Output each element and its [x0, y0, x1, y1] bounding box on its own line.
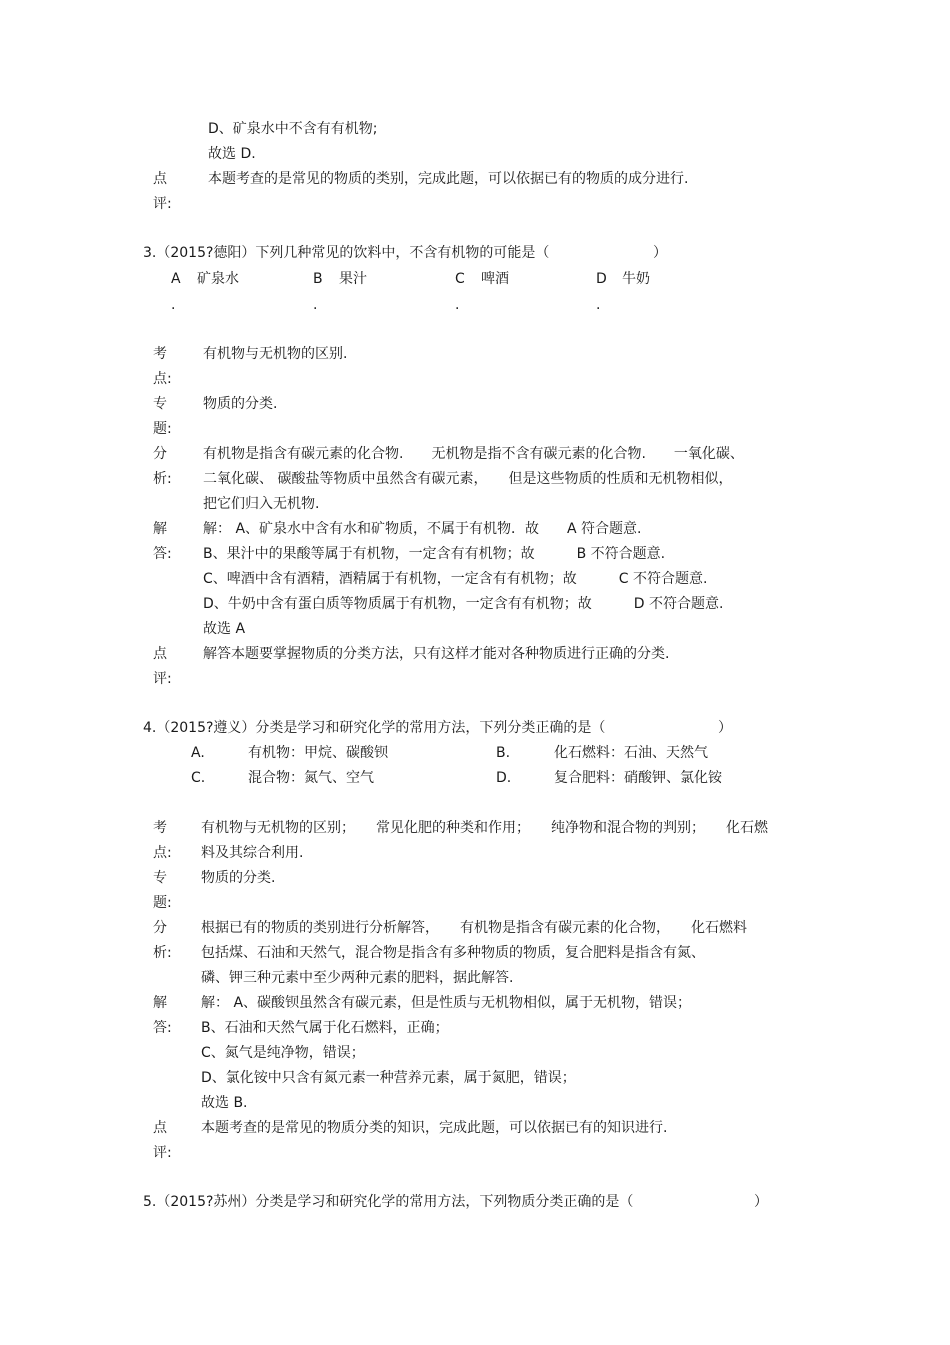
q4-option-d-text: 复合肥料：硝酸钾、氯化铵 — [554, 770, 722, 786]
q3-option-a-dot: . — [171, 297, 176, 313]
q3-fenxi-line-3: 把它们归入无机物. — [203, 496, 320, 512]
q4-jieda-line-1: 解： A、碳酸钡虽然含有碳元素，但是性质与无机物相似，属于无机物，错误； — [201, 995, 692, 1011]
q3-option-b-letter: B — [313, 271, 323, 287]
q4-zhuanti-label-2: 题: — [153, 895, 172, 911]
q3-fenxi-line-2: 二氧化碳、 碳酸盐等物质中虽然含有碳元素， 但是这些物质的性质和无机物相似， — [203, 471, 733, 487]
q4-jieda-label-1: 解 — [153, 995, 167, 1011]
q4-fenxi-line-3: 磷、钾三种元素中至少两种元素的肥料，据此解答. — [201, 970, 514, 986]
q3-fenxi-line-1: 有机物是指含有碳元素的化合物. 无机物是指不含有碳元素的化合物. 一氧化碳、 — [203, 446, 744, 462]
q4-zhuanti-text: 物质的分类. — [201, 870, 276, 886]
q3-jieda-line-5: 故选 A — [203, 621, 246, 637]
q4-option-a-letter: A. — [191, 745, 205, 761]
q4-jieda-label-2: 答: — [153, 1020, 172, 1036]
q3-option-a-letter: A — [171, 271, 181, 287]
q4-jieda-line-3: C、氮气是纯净物，错误； — [201, 1045, 365, 1061]
q4-kaodian-line-2: 料及其综合利用. — [201, 845, 304, 861]
q4-kaodian-line-1: 有机物与无机物的区别； 常见化肥的种类和作用； 纯净物和混合物的判别； 化石燃 — [201, 820, 768, 836]
q3-option-c-dot: . — [455, 297, 460, 313]
q4-kaodian-label-1: 考 — [153, 820, 167, 836]
prev-comment-label-2: 评: — [153, 196, 172, 212]
q3-option-c-letter: C — [455, 271, 465, 287]
q3-fenxi-label-1: 分 — [153, 446, 167, 462]
q3-kaodian-label-1: 考 — [153, 346, 167, 362]
q3-zhuanti-text: 物质的分类. — [203, 396, 278, 412]
q3-kaodian-label-2: 点: — [153, 371, 172, 387]
prev-option-d: D、矿泉水中不含有有机物; — [208, 121, 378, 137]
q4-stem: 4.（2015?遵义）分类是学习和研究化学的常用方法，下列分类正确的是（ — [143, 720, 606, 736]
q4-zhuanti-label-1: 专 — [153, 870, 167, 886]
q4-option-c-text: 混合物：氮气、空气 — [248, 770, 374, 786]
q3-dianping-label-2: 评: — [153, 671, 172, 687]
q4-option-a-text: 有机物：甲烷、碳酸钡 — [248, 745, 388, 761]
q5-paren-close: ） — [754, 1194, 768, 1210]
q3-option-a-text: 矿泉水 — [197, 271, 239, 287]
q3-option-d-text: 牛奶 — [622, 271, 650, 287]
q5-stem: 5.（2015?苏州）分类是学习和研究化学的常用方法，下列物质分类正确的是（ — [143, 1194, 634, 1210]
q4-kaodian-label-2: 点: — [153, 845, 172, 861]
q3-dianping-text: 解答本题要掌握物质的分类方法，只有这样才能对各种物质进行正确的分类. — [203, 646, 670, 662]
q3-option-b-text: 果汁 — [339, 271, 367, 287]
q3-kaodian-text: 有机物与无机物的区别. — [203, 346, 348, 362]
q3-paren-close: ） — [653, 245, 667, 261]
q4-option-c-letter: C. — [191, 770, 206, 786]
q3-jieda-label-1: 解 — [153, 521, 167, 537]
prev-comment-text: 本题考查的是常见的物质的类别，完成此题，可以依据已有的物质的成分进行. — [208, 171, 689, 187]
q4-option-b-letter: B. — [496, 745, 511, 761]
q4-dianping-label-1: 点 — [153, 1120, 167, 1136]
q3-stem: 3.（2015?德阳）下列几种常见的饮料中，不含有机物的可能是（ — [143, 245, 550, 261]
prev-conclusion: 故选 D. — [208, 146, 256, 162]
q4-jieda-line-2: B、石油和天然气属于化石燃料，正确； — [201, 1020, 449, 1036]
q4-fenxi-label-1: 分 — [153, 920, 167, 936]
q4-jieda-line-5: 故选 B. — [201, 1095, 248, 1111]
q3-zhuanti-label-2: 题: — [153, 421, 172, 437]
q3-option-d-dot: . — [596, 297, 601, 313]
q3-jieda-line-2: B、果汁中的果酸等属于有机物，一定含有有机物；故 B 不符合题意. — [203, 546, 666, 562]
q4-option-d-letter: D. — [496, 770, 512, 786]
q4-jieda-line-4: D、氯化铵中只含有氮元素一种营养元素，属于氮肥，错误； — [201, 1070, 576, 1086]
q3-jieda-label-2: 答: — [153, 546, 172, 562]
q3-jieda-line-3: C、啤酒中含有酒精，酒精属于有机物，一定含有有机物；故 C 不符合题意. — [203, 571, 708, 587]
q3-zhuanti-label-1: 专 — [153, 396, 167, 412]
q4-fenxi-line-1: 根据已有的物质的类别进行分析解答， 有机物是指含有碳元素的化合物， 化石燃料 — [201, 920, 747, 936]
q4-option-b-text: 化石燃料：石油、天然气 — [554, 745, 708, 761]
q4-fenxi-line-2: 包括煤、石油和天然气，混合物是指含有多种物质的物质，复合肥料是指含有氮、 — [201, 945, 705, 961]
q3-dianping-label-1: 点 — [153, 646, 167, 662]
q3-jieda-line-4: D、牛奶中含有蛋白质等物质属于有机物，一定含有有机物；故 D 不符合题意. — [203, 596, 724, 612]
q4-dianping-label-2: 评: — [153, 1145, 172, 1161]
q3-option-b-dot: . — [313, 297, 318, 313]
q3-option-c-text: 啤酒 — [481, 271, 509, 287]
q3-fenxi-label-2: 析: — [153, 471, 172, 487]
prev-comment-label-1: 点 — [153, 171, 167, 187]
q4-fenxi-label-2: 析: — [153, 945, 172, 961]
q3-option-d-letter: D — [596, 271, 607, 287]
q3-jieda-line-1: 解： A、矿泉水中含有水和矿物质，不属于有机物．故 A 符合题意. — [203, 521, 642, 537]
q4-paren-close: ） — [718, 720, 732, 736]
q4-dianping-text: 本题考查的是常见的物质分类的知识，完成此题，可以依据已有的知识进行. — [201, 1120, 668, 1136]
